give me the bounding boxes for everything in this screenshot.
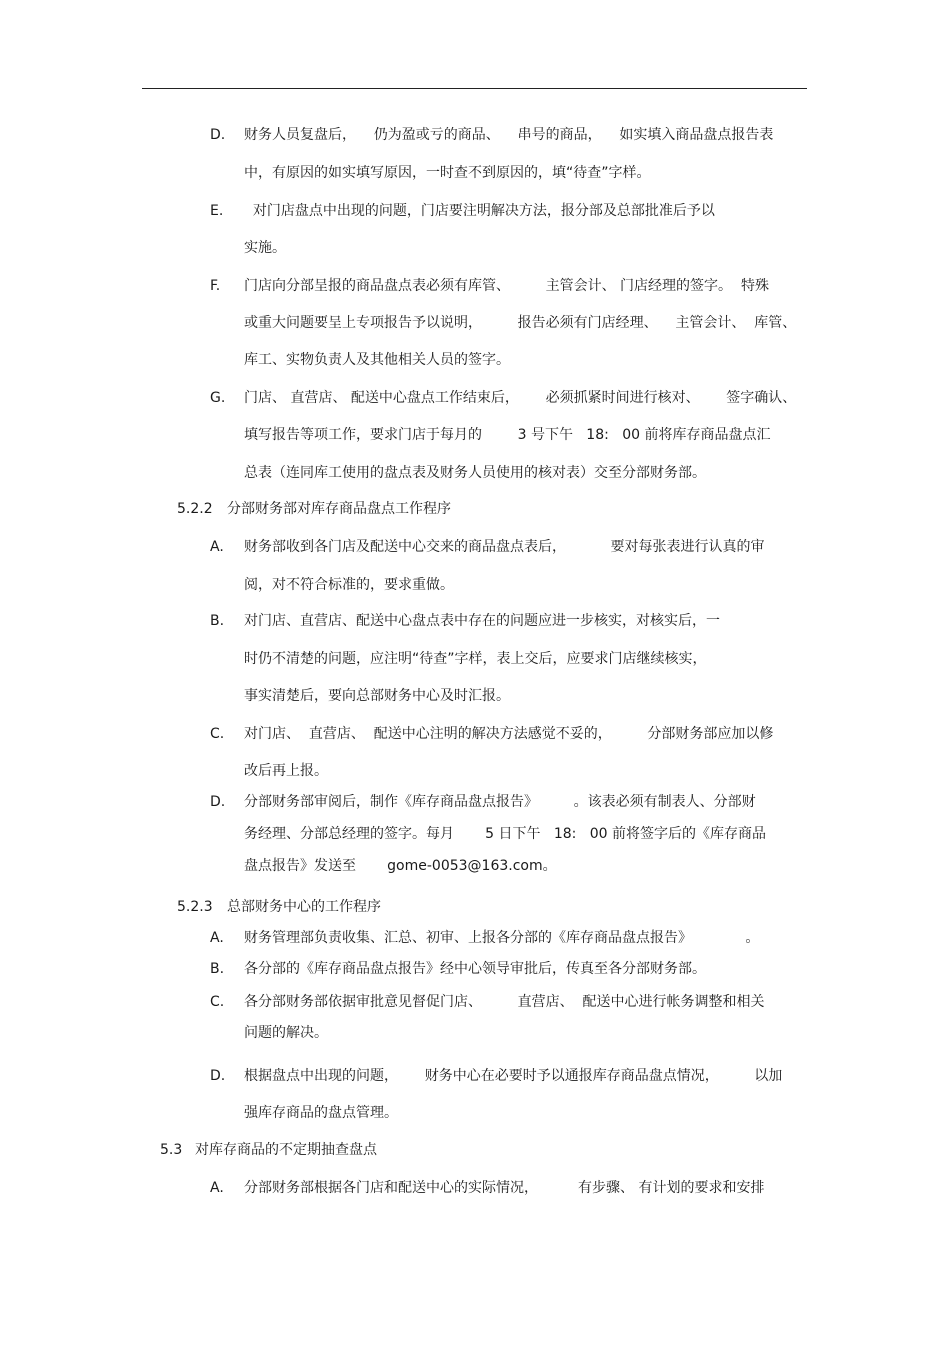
item-text-line: 根据盘点中出现的问题， 财务中心在必要时予以通报库存商品盘点情况， 以加: [244, 1068, 783, 1084]
item-text-line: 财务人员复盘后， 仍为盈或亏的商品、 串号的商品， 如实填入商品盘点报告表: [244, 127, 774, 143]
item-marker: G.: [210, 390, 226, 406]
item-marker: C.: [210, 994, 225, 1010]
item-text-line: 各分部的《库存商品盘点报告》经中心领导审批后，传真至各分部财务部。: [244, 961, 706, 977]
item-text-line: 强库存商品的盘点管理。: [244, 1105, 398, 1121]
item-text-line: 中，有原因的如实填写原因，一时查不到原因的，填“待查”字样。: [244, 165, 651, 181]
item-text-line: 时仍不清楚的问题，应注明“待查”字样，表上交后，应要求门店继续核实，: [244, 651, 707, 667]
item-marker: A.: [210, 1180, 224, 1196]
item-text-line: 门店向分部呈报的商品盘点表必须有库管、 主管会计、 门店经理的签字。 特殊: [244, 278, 769, 294]
item-text-line: 门店、 直营店、 配送中心盘点工作结束后， 必须抓紧时间进行核对、 签字确认、: [244, 390, 797, 406]
item-marker: C.: [210, 726, 225, 742]
item-marker: B.: [210, 961, 225, 977]
section-number: 5.3: [160, 1142, 183, 1158]
item-marker: F.: [210, 278, 221, 294]
item-text-line: 务经理、分部总经理的签字。每月 5 日下午 18: 00 前将签字后的《库存商品: [244, 826, 767, 842]
item-text-line: 事实清楚后，要向总部财务中心及时汇报。: [244, 688, 510, 704]
section-number: 5.2.3: [177, 899, 213, 915]
header-rule: [142, 88, 807, 89]
section-title: 对库存商品的不定期抽查盘点: [195, 1142, 377, 1158]
item-text-line: 问题的解决。: [244, 1025, 328, 1041]
item-text-line: 实施。: [244, 240, 286, 256]
item-text-line: 阅，对不符合标准的，要求重做。: [244, 577, 454, 593]
item-text-line: 改后再上报。: [244, 763, 328, 779]
item-text-line: 库工、实物负责人及其他相关人员的签字。: [244, 352, 510, 368]
item-text-line: 对门店盘点中出现的问题，门店要注明解决方法，报分部及总部批准后予以: [244, 203, 715, 219]
section-title: 分部财务部对库存商品盘点工作程序: [227, 501, 451, 517]
item-text-line: 分部财务部审阅后，制作《库存商品盘点报告》 。该表必须有制表人、分部财: [244, 794, 756, 810]
item-text-line: 总表（连同库工使用的盘点表及财务人员使用的核对表）交至分部财务部。: [244, 465, 706, 481]
item-text-line: 财务部收到各门店及配送中心交来的商品盘点表后， 要对每张表进行认真的审: [244, 539, 765, 555]
item-text-line: 分部财务部根据各门店和配送中心的实际情况， 有步骤、 有计划的要求和安排: [244, 1180, 765, 1196]
item-text-line: 对门店、 直营店、 配送中心注明的解决方法感觉不妥的， 分部财务部应加以修: [244, 726, 774, 742]
item-marker: D.: [210, 794, 226, 810]
item-text-line: 对门店、直营店、配送中心盘点表中存在的问题应进一步核实，对核实后，一: [244, 613, 720, 629]
item-text-line: 或重大问题要呈上专项报告予以说明， 报告必须有门店经理、 主管会计、 库管、: [244, 315, 797, 331]
item-marker: A.: [210, 930, 224, 946]
section-title: 总部财务中心的工作程序: [227, 899, 381, 915]
item-text-line: 各分部财务部依据审批意见督促门店、 直营店、 配送中心进行帐务调整和相关: [244, 994, 765, 1010]
section-number: 5.2.2: [177, 501, 213, 517]
item-text-line: 填写报告等项工作，要求门店于每月的 3 号下午 18: 00 前将库存商品盘点汇: [244, 427, 771, 443]
item-marker: A.: [210, 539, 224, 555]
item-text-line: 财务管理部负责收集、汇总、初审、上报各分部的《库存商品盘点报告》 。: [244, 930, 760, 946]
item-marker: E.: [210, 203, 224, 219]
item-text-line: 盘点报告》发送至 gome-0053@163.com。: [244, 858, 557, 874]
item-marker: D.: [210, 1068, 226, 1084]
item-marker: B.: [210, 613, 225, 629]
item-marker: D.: [210, 127, 226, 143]
